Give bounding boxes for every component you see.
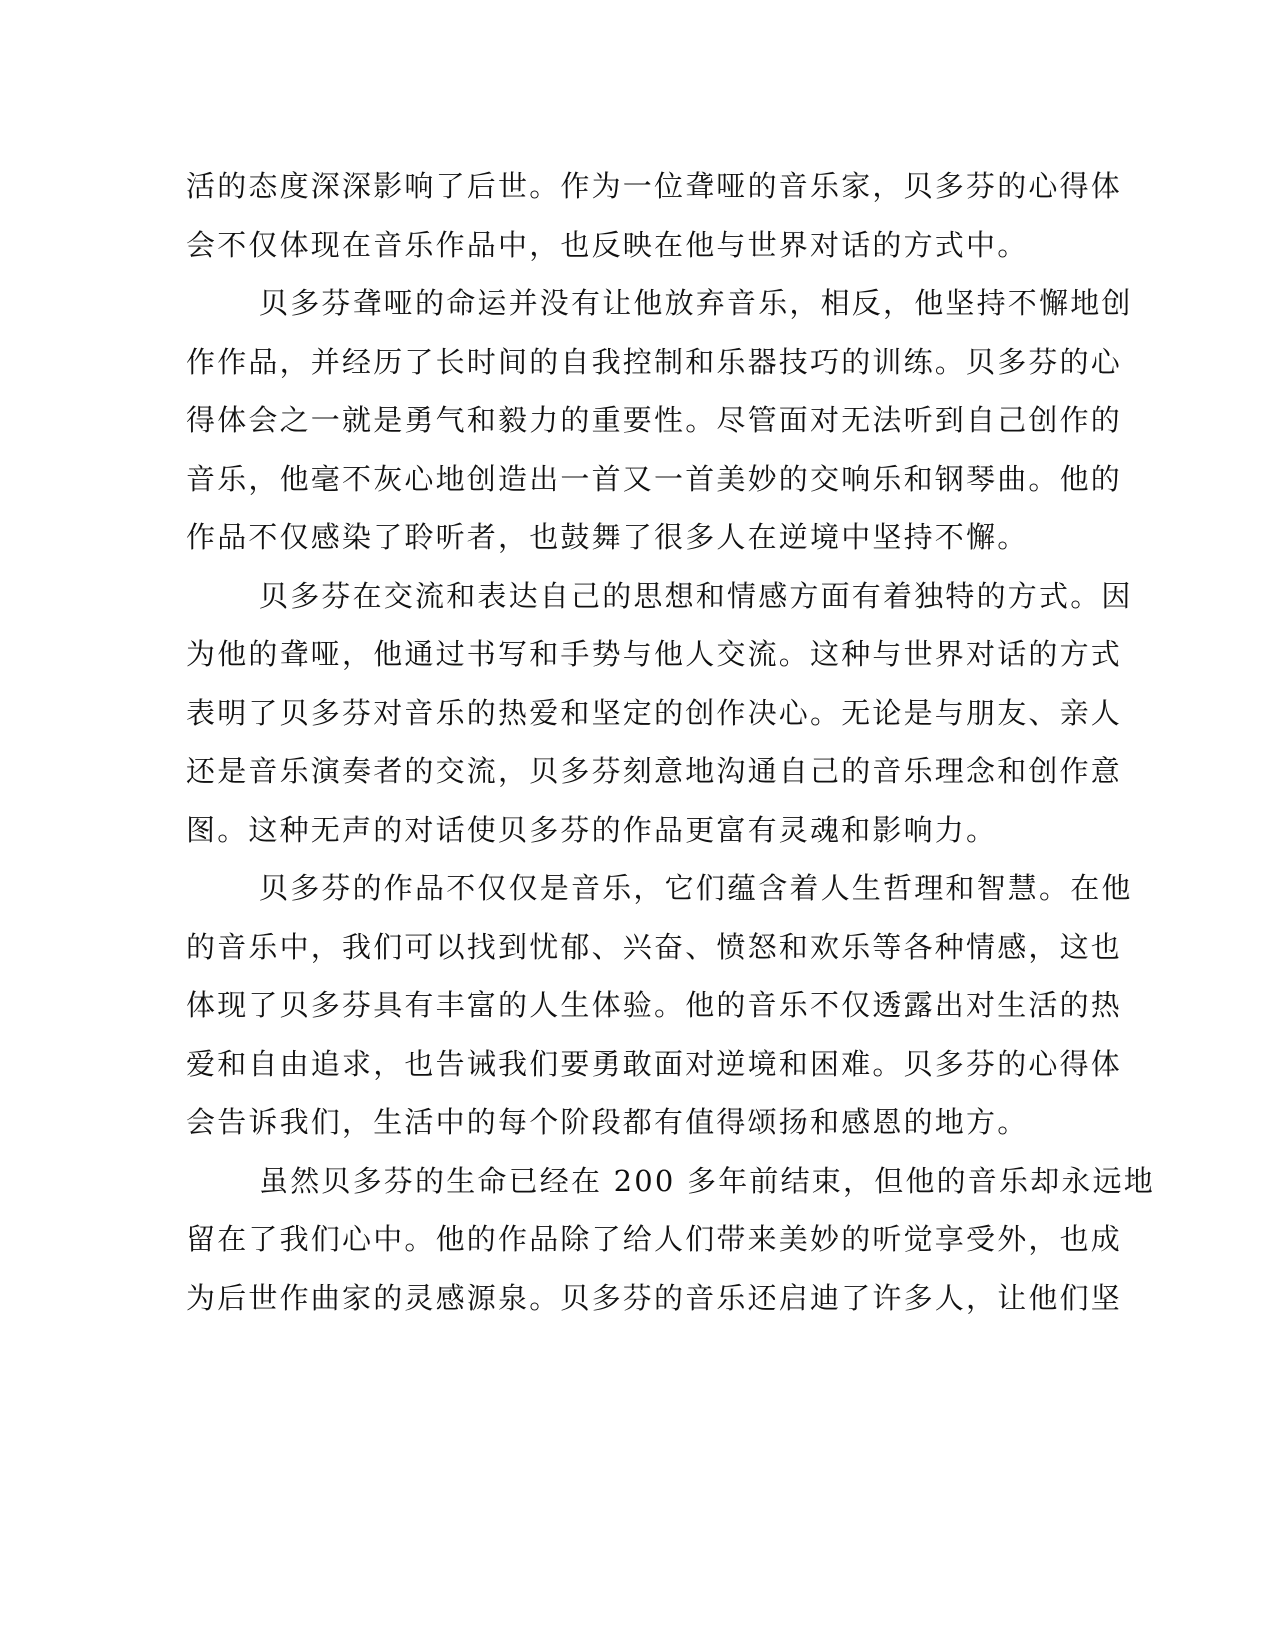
text-line: 贝多芬在交流和表达自己的思想和情感方面有着独特的方式。因: [259, 578, 1133, 613]
body-text: [186, 157, 1155, 1327]
text-line: 为他的聋哑，他通过书写和手势与他人交流。这种与世界对话的方式: [186, 637, 1123, 671]
text-line: 体现了贝多芬具有丰富的人生体验。他的音乐不仅透露出对生活的热: [186, 988, 1123, 1022]
text-line: 得体会之一就是勇气和毅力的重要性。尽管面对无法听到自己创作的: [186, 403, 1123, 437]
text-line: 表明了贝多芬对音乐的热爱和坚定的创作决心。无论是与朋友、亲人: [186, 695, 1123, 730]
text-line: 留在了我们心中。他的作品除了给人们带来美妙的听觉享受外，也成: [186, 1222, 1123, 1256]
text-line: 会不仅体现在音乐作品中，也反映在他与世界对话的方式中。: [186, 227, 1029, 262]
text-line: 贝多芬聋哑的命运并没有让他放弃音乐，相反，他坚持不懈地创: [259, 286, 1133, 320]
text-line: 还是音乐演奏者的交流，贝多芬刻意地沟通自己的音乐理念和创作意: [186, 754, 1123, 788]
text-line: 的音乐中，我们可以找到忧郁、兴奋、愤怒和欢乐等各种情感，这也: [186, 929, 1123, 964]
paragraph-4: [186, 859, 1133, 1152]
paragraph-1: [186, 157, 1123, 274]
paragraph-3: [186, 567, 1133, 860]
text-line: 为后世作曲家的灵感源泉。贝多芬的音乐还启迪了许多人，让他们坚: [186, 1280, 1123, 1315]
text-line: 图。这种无声的对话使贝多芬的作品更富有灵魂和影响力。: [186, 812, 998, 847]
paragraph-5: [186, 1152, 1155, 1328]
text-line: 会告诉我们，生活中的每个阶段都有值得颂扬和感恩的地方。: [186, 1105, 1029, 1139]
text-line: 爱和自由追求，也告诫我们要勇敢面对逆境和困难。贝多芬的心得体: [186, 1046, 1123, 1081]
text-line: 作品不仅感染了聆听者，也鼓舞了很多人在逆境中坚持不懈。: [186, 520, 1029, 554]
text-line: 作作品，并经历了长时间的自我控制和乐器技巧的训练。贝多芬的心: [186, 344, 1123, 379]
text-line: 活的态度深深影响了后世。作为一位聋哑的音乐家，贝多芬的心得体: [186, 169, 1123, 203]
paragraph-2: [186, 274, 1133, 567]
text-line: 虽然贝多芬的生命已经在 200 多年前结束，但他的音乐却永远地: [259, 1163, 1155, 1198]
text-line: 贝多芬的作品不仅仅是音乐，它们蕴含着人生哲理和智慧。在他: [259, 871, 1133, 905]
text-line: 音乐，他毫不灰心地创造出一首又一首美妙的交响乐和钢琴曲。他的: [186, 461, 1123, 496]
